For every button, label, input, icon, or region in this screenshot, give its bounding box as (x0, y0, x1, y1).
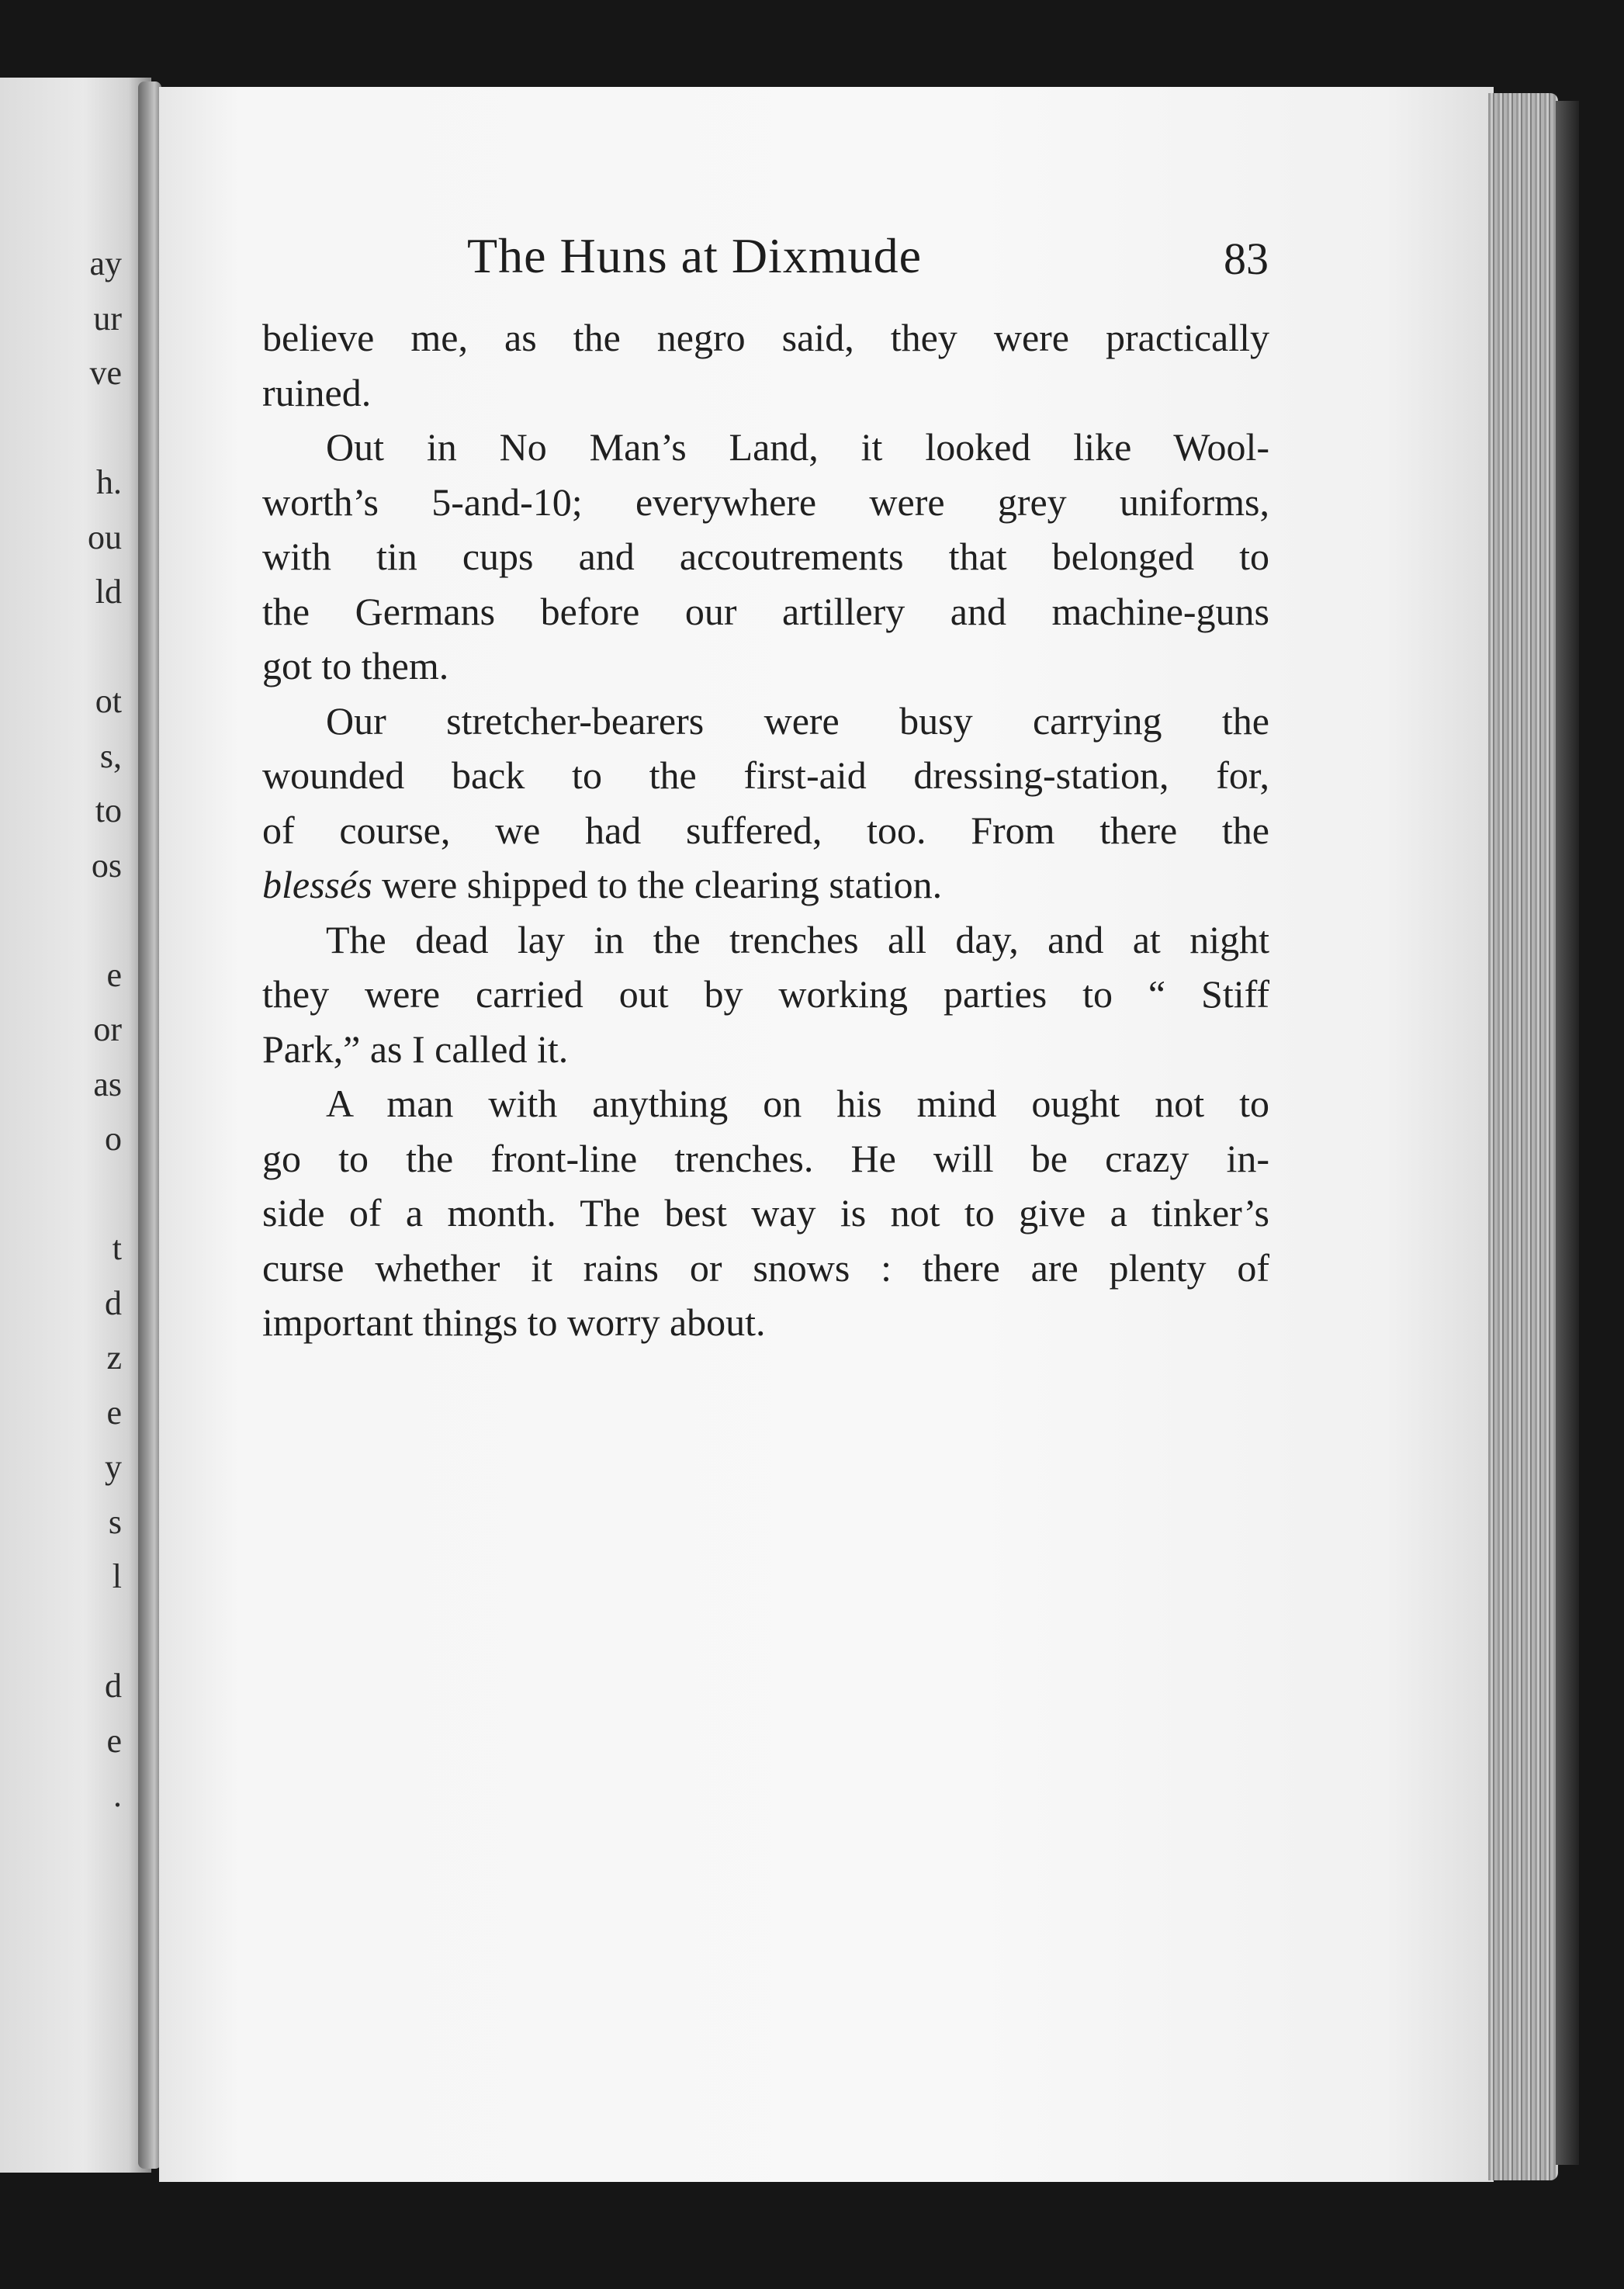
facing-page-fragment: s (108, 1502, 122, 1541)
facing-page-fragment: y (105, 1448, 122, 1486)
text-line: The dead lay in the trenches all day, and at night (326, 917, 1269, 961)
facing-page-fragment: ay (89, 244, 122, 282)
facing-page-fragment: to (95, 791, 122, 829)
page-edge-shadow (1556, 101, 1579, 2165)
facing-page-fragment: e (106, 1721, 122, 1760)
text-line: the Germans before our artillery and machine-guns (262, 589, 1269, 633)
facing-page-fragment: os (91, 846, 122, 885)
paragraph (262, 694, 1269, 912)
italic-word: blessés (262, 863, 372, 906)
text-line: side of a month. The best way is not to give a tinker’s (262, 1191, 1269, 1235)
text-line: got to them. (262, 644, 449, 687)
running-head (264, 221, 1269, 291)
facing-page-fragment: ur (93, 299, 122, 338)
paragraph (262, 310, 1269, 420)
paragraph (262, 912, 1269, 1077)
text-line: with tin cups and accoutrements that belonged to (262, 535, 1269, 578)
facing-page-text-fragments (0, 78, 151, 2173)
text-line: worth’s 5-and-10; everywhere were grey uniforms, (262, 480, 1269, 524)
text-line: Out in No Man’s Land, it looked like Wool- (326, 425, 1269, 469)
facing-page-left (0, 78, 151, 2173)
facing-page-fragment: t (112, 1229, 122, 1267)
paragraph (262, 1076, 1269, 1350)
text-line: important things to worry about. (262, 1300, 766, 1344)
text-line: A man with anything on his mind ought not to (326, 1082, 1269, 1125)
text-line: believe me, as the negro said, they were practically (262, 316, 1269, 359)
text-line: they were carried out by working parties to “ Stiff (262, 972, 1269, 1016)
facing-page-fragment: as (93, 1065, 122, 1103)
facing-page-fragment: e (106, 1393, 122, 1432)
text-line: go to the front-line trenches. He will be crazy in- (262, 1136, 1269, 1180)
body-text (262, 310, 1269, 1350)
facing-page-fragment: ld (95, 573, 122, 611)
text-line: Our stretcher-bearers were busy carrying the (326, 698, 1269, 743)
text-line: wounded back to the first-aid dressing-station, for, (262, 753, 1269, 797)
facing-page-fragment: d (105, 1283, 122, 1322)
facing-page-fragment: h. (96, 463, 122, 501)
book-gutter (138, 81, 161, 2169)
text-line: of course, we had suffered, too. From there the (262, 808, 1269, 852)
page-number: 83 (1224, 234, 1269, 284)
facing-page-fragment: o (105, 1120, 122, 1158)
page-block-edge (1488, 93, 1558, 2180)
facing-page-fragment: s, (99, 736, 122, 775)
facing-page-fragment: l (112, 1557, 122, 1595)
facing-page-fragment: ot (95, 682, 122, 720)
facing-page-fragment: ve (89, 354, 122, 392)
text-run: were shipped to the clearing station. (372, 863, 943, 906)
text-line (262, 857, 1269, 912)
running-title: The Huns at Dixmude (467, 228, 922, 283)
facing-page-fragment: e (106, 955, 122, 994)
paragraph (262, 420, 1269, 694)
facing-page-fragment: . (113, 1776, 122, 1814)
text-line: Park,” as I called it. (262, 1027, 569, 1071)
text-line: curse whether it rains or snows : there are plenty of (262, 1245, 1269, 1290)
facing-page-fragment: or (93, 1010, 122, 1048)
facing-page-fragment: ou (88, 518, 122, 556)
facing-page-fragment: d (105, 1667, 122, 1705)
facing-page-fragment: z (106, 1338, 122, 1377)
text-line: ruined. (262, 370, 372, 414)
